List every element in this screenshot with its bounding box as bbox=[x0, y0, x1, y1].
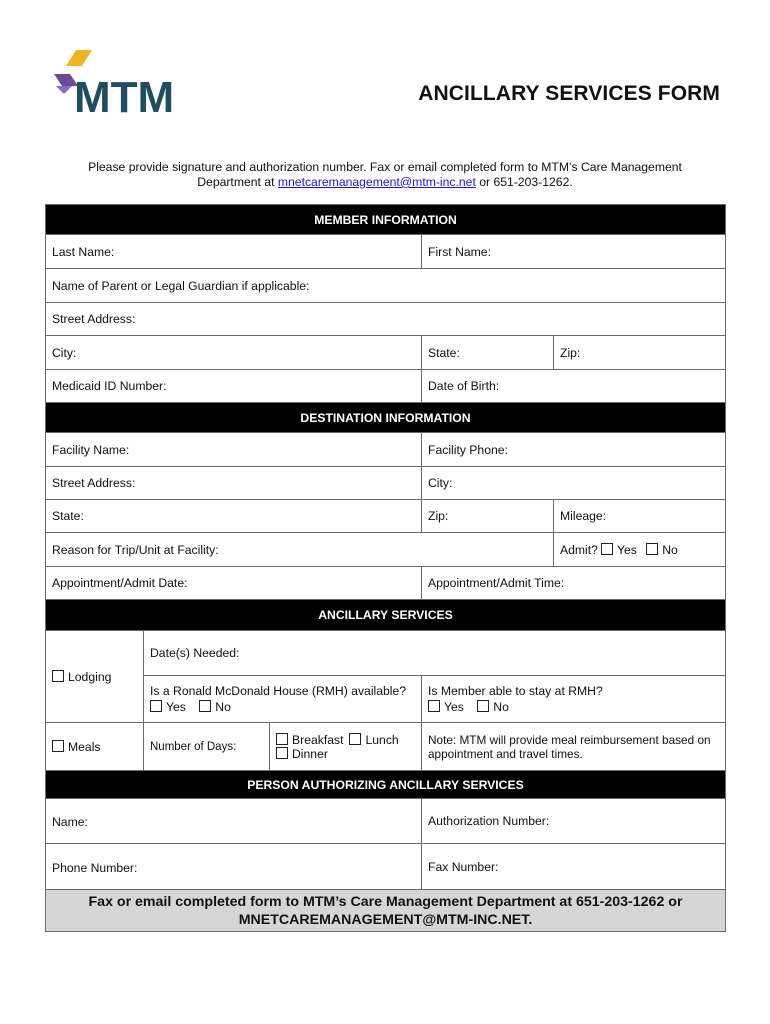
rmh-available-yes-checkbox[interactable] bbox=[150, 700, 162, 712]
date-of-birth-field[interactable]: Date of Birth: bbox=[422, 370, 726, 403]
facility-phone-field[interactable]: Facility Phone: bbox=[422, 433, 726, 467]
intro-line-1: Please provide signature and authorization number. Fax or email completed form to MTM’s Care Management bbox=[88, 160, 682, 174]
meals-option[interactable] bbox=[46, 723, 144, 771]
form-title: ANCILLARY SERVICES FORM bbox=[418, 82, 720, 105]
dates-needed-field[interactable]: Date(s) Needed: bbox=[144, 631, 726, 676]
member-stay-question bbox=[422, 676, 726, 723]
appointment-date-field[interactable]: Appointment/Admit Date: bbox=[46, 567, 422, 600]
member-stay-no-checkbox[interactable] bbox=[477, 700, 489, 712]
destination-zip-field[interactable]: Zip: bbox=[422, 500, 554, 533]
fax-number-field[interactable]: Fax Number: bbox=[422, 844, 726, 890]
guardian-name-field[interactable]: Name of Parent or Legal Guardian if applicable: bbox=[46, 269, 726, 303]
intro-line-2-prefix: Department at bbox=[197, 175, 278, 189]
destination-state-field[interactable]: State: bbox=[46, 500, 422, 533]
lunch-checkbox[interactable] bbox=[349, 733, 361, 745]
admit-question bbox=[554, 533, 726, 567]
member-state-field[interactable]: State: bbox=[422, 336, 554, 370]
rmh-available-question bbox=[144, 676, 422, 723]
last-name-field[interactable]: Last Name: bbox=[46, 235, 422, 269]
footer-instructions bbox=[46, 890, 726, 932]
breakfast-label: Breakfast bbox=[292, 732, 344, 747]
admit-no-label: No bbox=[662, 542, 678, 557]
number-of-days-field[interactable]: Number of Days: bbox=[144, 723, 270, 771]
authorizing-heading: PERSON AUTHORIZING ANCILLARY SERVICES bbox=[46, 771, 726, 799]
meals-checkbox[interactable] bbox=[52, 740, 64, 752]
admit-label: Admit? bbox=[560, 542, 598, 557]
mtm-logo bbox=[52, 48, 222, 118]
intro-text bbox=[40, 160, 730, 190]
meal-reimbursement-note: Note: MTM will provide meal reimbursement based on appointment and travel times. bbox=[422, 723, 726, 771]
footer-line-1: Fax or email completed form to MTM’s Care Management Department at 651-203-1262 or bbox=[88, 893, 683, 910]
member-info-heading: MEMBER INFORMATION bbox=[46, 205, 726, 235]
member-stay-no-label: No bbox=[493, 700, 509, 714]
rmh-available-no-checkbox[interactable] bbox=[199, 700, 211, 712]
meals-label: Meals bbox=[68, 739, 101, 754]
member-zip-field[interactable]: Zip: bbox=[554, 336, 726, 370]
admit-no-checkbox[interactable] bbox=[646, 543, 658, 555]
dinner-label: Dinner bbox=[292, 746, 328, 761]
facility-name-field[interactable]: Facility Name: bbox=[46, 433, 422, 467]
authorization-number-field[interactable]: Authorization Number: bbox=[422, 799, 726, 844]
lodging-option[interactable] bbox=[46, 631, 144, 723]
destination-info-heading: DESTINATION INFORMATION bbox=[46, 403, 726, 433]
email-link[interactable]: mnetcaremanagement@mtm-inc.net bbox=[277, 175, 476, 189]
medicaid-id-field[interactable]: Medicaid ID Number: bbox=[46, 370, 422, 403]
dinner-checkbox[interactable] bbox=[276, 747, 288, 759]
rmh-available-no-label: No bbox=[215, 700, 231, 714]
trip-reason-field[interactable]: Reason for Trip/Unit at Facility: bbox=[46, 533, 554, 567]
authorizer-name-field[interactable]: Name: bbox=[46, 799, 422, 844]
meal-options bbox=[270, 723, 422, 771]
breakfast-checkbox[interactable] bbox=[276, 733, 288, 745]
lodging-checkbox[interactable] bbox=[52, 670, 64, 682]
member-city-field[interactable]: City: bbox=[46, 336, 422, 370]
appointment-time-field[interactable]: Appointment/Admit Time: bbox=[422, 567, 726, 600]
first-name-field[interactable]: First Name: bbox=[422, 235, 726, 269]
member-stay-yes-checkbox[interactable] bbox=[428, 700, 440, 712]
lodging-label: Lodging bbox=[68, 669, 112, 684]
intro-line-2 bbox=[40, 175, 730, 190]
mileage-field[interactable]: Mileage: bbox=[554, 500, 726, 533]
member-street-field[interactable]: Street Address: bbox=[46, 303, 726, 336]
footer-line-2: MNETCAREMANAGEMENT@MTM-INC.NET. bbox=[238, 911, 533, 928]
logo-wordmark: MTM bbox=[74, 73, 175, 118]
ancillary-services-heading: ANCILLARY SERVICES bbox=[46, 600, 726, 631]
destination-street-field[interactable]: Street Address: bbox=[46, 467, 422, 500]
member-stay-yes-label: Yes bbox=[444, 700, 464, 714]
admit-yes-label: Yes bbox=[616, 542, 637, 557]
intro-line-2-suffix: or 651-203-1262. bbox=[475, 175, 573, 189]
admit-yes-checkbox[interactable] bbox=[601, 543, 613, 555]
rmh-available-yes-label: Yes bbox=[166, 700, 186, 714]
rmh-available-label: Is a Ronald McDonald House (RMH) available? bbox=[150, 684, 407, 698]
member-stay-label: Is Member able to stay at RMH? bbox=[428, 684, 603, 698]
lunch-label: Lunch bbox=[365, 732, 399, 747]
ancillary-services-form bbox=[45, 204, 726, 932]
destination-city-field[interactable]: City: bbox=[422, 467, 726, 500]
authorizer-phone-field[interactable]: Phone Number: bbox=[46, 844, 422, 890]
